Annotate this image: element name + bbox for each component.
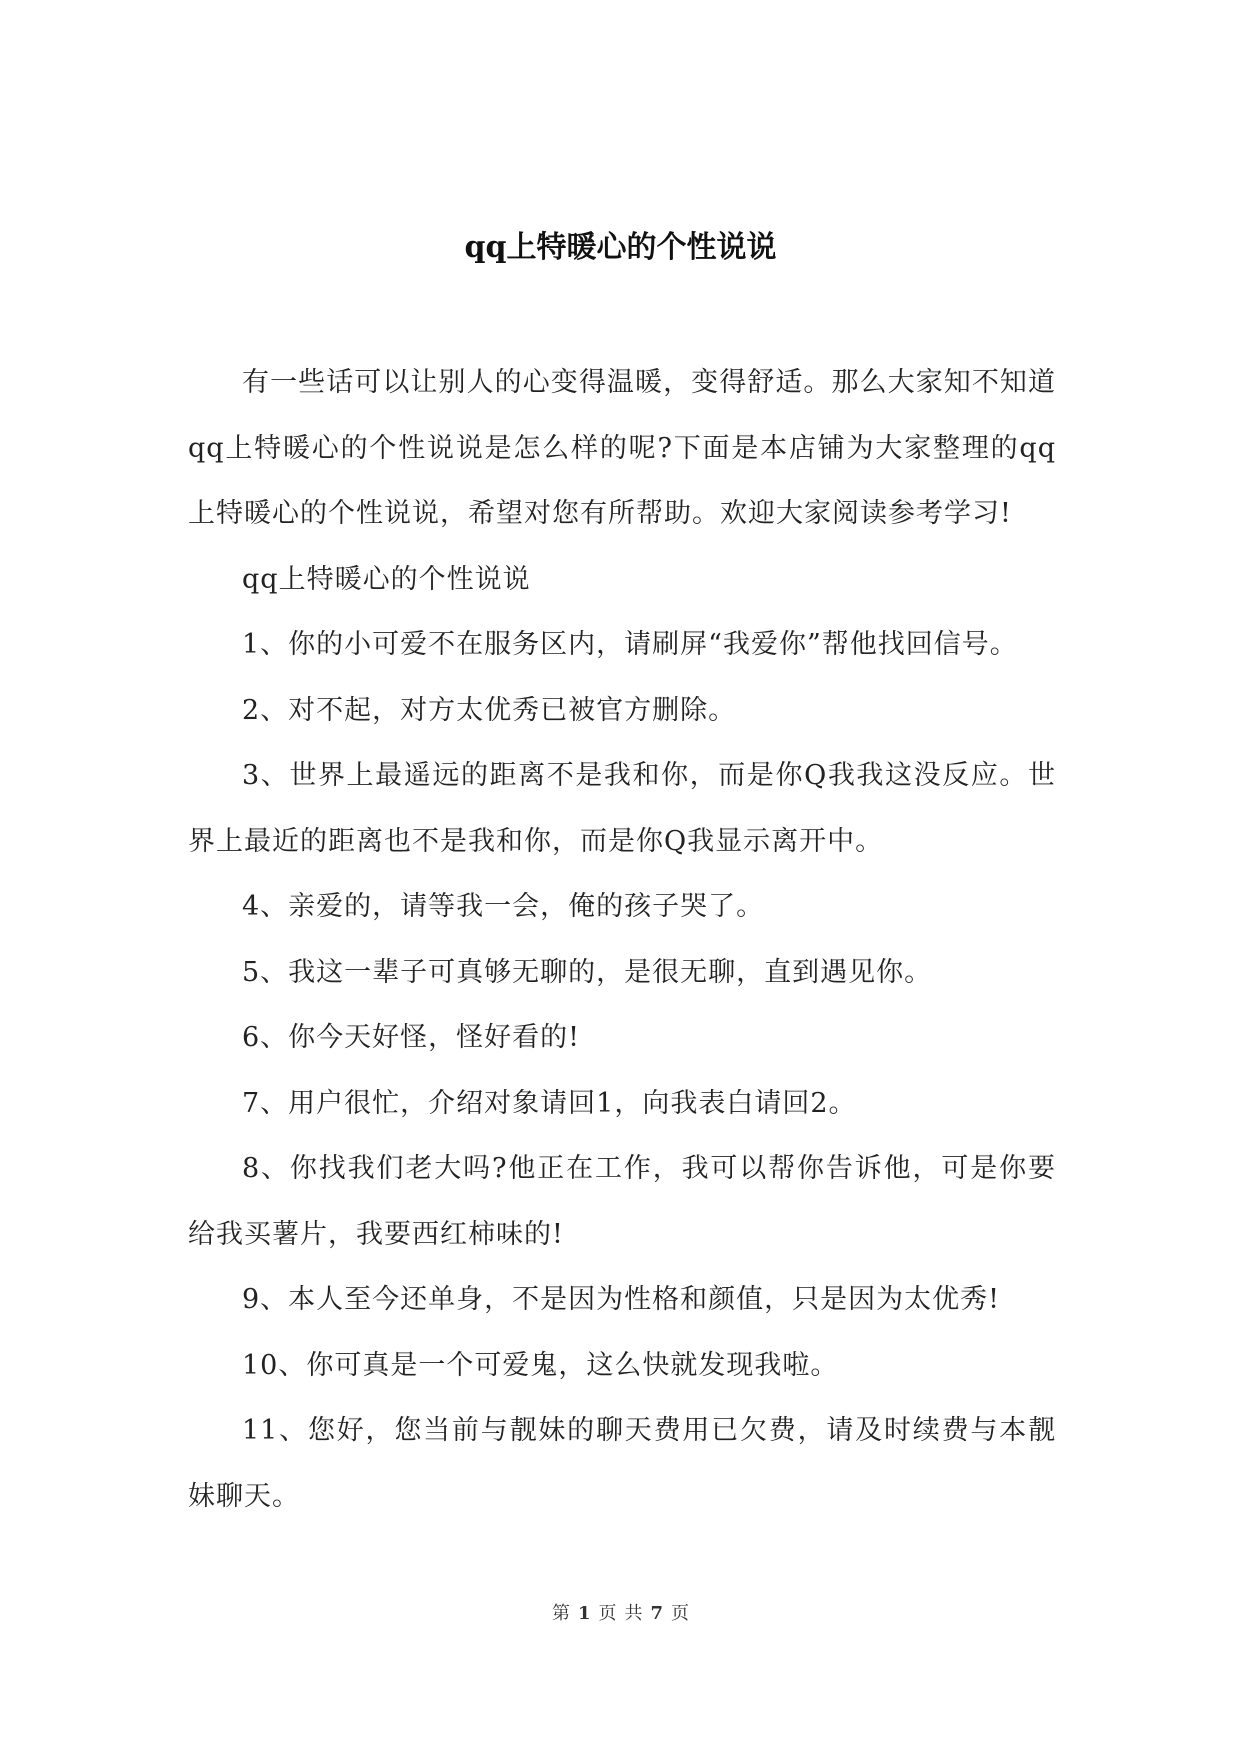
current-page-number: 1 (577, 1603, 591, 1624)
list-item: 5、我这一辈子可真够无聊的，是很无聊，直到遇见你。 (242, 956, 933, 988)
list-item: 9、本人至今还单身，不是因为性格和颜值，只是因为太优秀! (242, 1284, 1001, 1315)
footer-prefix: 第 (551, 1603, 570, 1624)
list-item: 3、世界上最遥远的距离不是我和你，而是你Q我我这没反应。世界上最近的距离也不是我和你，而是你Q我显示离开中。 (188, 760, 1056, 857)
list-item: 6、你今天好怪，怪好看的! (242, 1022, 581, 1053)
footer-suffix: 页 (671, 1603, 690, 1624)
footer-total-word: 共 (624, 1603, 643, 1624)
list-item: 2、对不起，对方太优秀已被官方删除。 (242, 694, 737, 726)
page-title: qq上特暖心的个性说说 (464, 230, 777, 265)
total-pages-number: 7 (650, 1603, 664, 1624)
list-item: 7、用户很忙，介绍对象请回1，向我表白请回2。 (242, 1087, 857, 1119)
list-item: 11、您好，您当前与靓妹的聊天费用已欠费，请及时续费与本靓妹聊天。 (188, 1415, 1056, 1512)
list-item: 8、你找我们老大吗?他正在工作，我可以帮你告诉他，可是你要给我买薯片，我要西红柿味的! (188, 1153, 1056, 1250)
list-item: 1、你的小可爱不在服务区内，请刷屏“我爱你”帮他找回信号。 (242, 629, 1018, 660)
page-footer (0, 1602, 1241, 1626)
section-heading: qq上特暖心的个性说说 (242, 563, 531, 595)
list-item: 10、你可真是一个可爱鬼，这么快就发现我啦。 (242, 1349, 839, 1381)
footer-page-word: 页 (598, 1603, 617, 1624)
document-body (188, 350, 1056, 1529)
list-item: 4、亲爱的，请等我一会，俺的孩子哭了。 (242, 891, 765, 922)
intro-paragraph: 有一些话可以让别人的心变得温暖，变得舒适。那么大家知不知道qq上特暖心的个性说说是怎么样的呢?下面是本店铺为大家整理的qq上特暖心的个性说说，希望对您有所帮助。欢迎大家阅读参考学习! (188, 367, 1056, 529)
